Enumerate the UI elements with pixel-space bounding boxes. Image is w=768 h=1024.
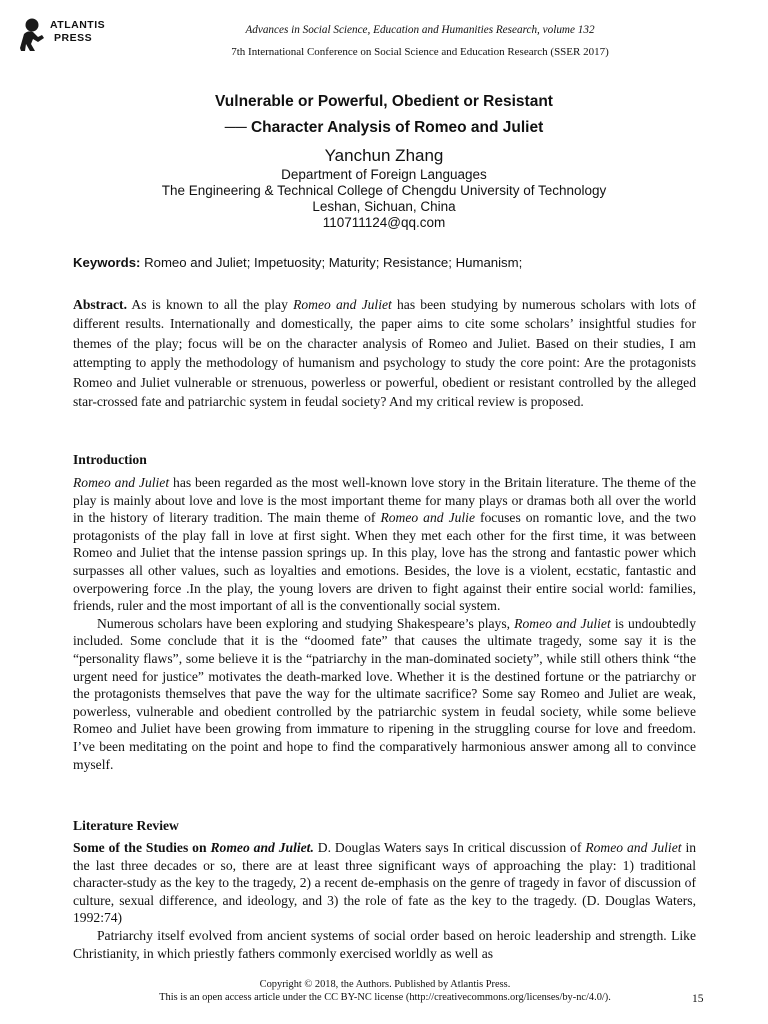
lit-subheading-title: Romeo and Juliet. — [210, 840, 314, 855]
intro-p2-play-title: Romeo and Juliet — [514, 615, 611, 631]
copyright-line: Copyright © 2018, the Authors. Published by Atlantis Press. — [259, 979, 511, 990]
introduction-section — [73, 474, 696, 773]
keywords-label: Keywords: — [73, 255, 141, 270]
abstract-text-a: As is known to all the play — [131, 297, 288, 312]
lit-text-b: in the last three decades or so, there are at least three significant ways of approaching the play: 1) traditional character-study as the key to the tragedy, 2) a recent de-emphasis on the genre of tragedy in favor of discussion of culture, sexual difference, and ideology, and 3) the role of fate as the key to the tragedy. (D. Douglas Waters, 1992:74) — [73, 840, 697, 926]
author-name: Yanchun Zhang — [324, 146, 444, 165]
publisher-name-line1: ATLANTIS — [50, 19, 106, 31]
author-location: Leshan, Sichuan, China — [312, 199, 456, 214]
publisher-name-line2: PRESS — [54, 32, 93, 44]
conference-header: 7th International Conference on Social Science and Education Research (SSER 2017) — [231, 46, 609, 58]
abstract — [73, 295, 696, 411]
intro-text-b: focuses on romantic love, and the two protagonists of the play fall in love at first sight. When they met each other for the first time, it was between Romeo and Juliet that the intense passion springs up. In this play, love has the strong and fantastic power which surpasses all other values, such as loyalties and emotions. Besides, the love is a violent, ecstatic, fantastic and overpowering force .In the play, the young lovers are driven to fight against their entire social world: families, friends, ruler and the most important of all is the conventionally social system. — [73, 510, 697, 614]
copyright-footer — [90, 979, 680, 1004]
author-institution: The Engineering & Technical College of Chengdu University of Technology — [161, 183, 607, 198]
page-number: 15 — [692, 993, 704, 1005]
license-line: This is an open access article under the CC BY-NC license (http://creativecommons.org/licenses/by-nc/4.0/). — [159, 991, 611, 1003]
intro-p2-text-a: Numerous scholars have been exploring and studying Shakespeare’s plays, — [97, 615, 511, 631]
author-email: 110711124@qq.com — [322, 215, 446, 230]
introduction-paragraph-2 — [73, 615, 696, 773]
intro-play-title-b: Romeo and Julie — [380, 510, 475, 526]
literature-paragraph-2: Patriarchy itself evolved from ancient systems of social order based on heroic leadership and strength. Like Christianity, in which priestly fathers commonly exercised worldly as well as — [73, 927, 696, 961]
intro-play-title-a: Romeo and Juliet — [73, 475, 170, 490]
paper-title-line1: Vulnerable or Powerful, Obedient or Resistant — [215, 93, 553, 110]
keywords-text: Romeo and Juliet; Impetuosity; Maturity; Resistance; Humanism; — [144, 255, 523, 270]
journal-header: Advances in Social Science, Education and Humanities Research, volume 132 — [245, 24, 595, 36]
literature-paragraph-1 — [73, 839, 696, 927]
intro-text-a: has been regarded as the most well-known love story in the Britain literature. The theme of the play is mainly about love and love is the most important theme for many plays or dramas both all over the world in the history of literary tradition. The main theme of — [73, 475, 696, 526]
literature-review-heading: Literature Review — [73, 818, 179, 833]
paper-title-line2: ── Character Analysis of Romeo and Juliet — [224, 119, 544, 136]
author-department: Department of Foreign Languages — [281, 167, 487, 182]
keywords — [73, 255, 697, 270]
lit-play-title: Romeo and Juliet — [585, 840, 682, 855]
lit-text-a: D. Douglas Waters says In critical discussion of — [317, 840, 582, 855]
lit-subheading: Some of the Studies on — [73, 840, 207, 855]
atlas-figure-icon — [16, 18, 48, 52]
publisher-logo — [16, 18, 126, 58]
abstract-play-title: Romeo and Juliet — [293, 297, 392, 312]
abstract-text-b: has been studying by numerous scholars with lots of different results. Internationally and domestically, the paper aims to cite some scholars’ insightful studies for themes of the play; focus will be on the character analysis of Romeo and Juliet. Based on their studies, I am attempting to apply the methodology of humanism and psychology to study the core point: Are the protagonists Romeo and Juliet vulnerable or strenuous, powerless or powerful, obedient or resistant controlled by the alleged star-crossed fate and patriarchic system in feudal society? And my critical review is proposed. — [73, 297, 696, 410]
author-block — [0, 145, 768, 231]
introduction-paragraph-1 — [73, 474, 696, 615]
introduction-heading: Introduction — [73, 452, 147, 467]
literature-review-section — [73, 839, 696, 962]
abstract-label: Abstract. — [73, 297, 127, 312]
intro-p2-text-b: is undoubtedly included. Some conclude that it is the “doomed fate” that causes the ultimate tragedy, some say it is the “personality flaws”, some believe it is the “patriarchy in the man-dominated society”, while still others think “the urgent need for justice” motivates the death-marked love. Whether it is the destined fortune or the patriarchy or the protagonists themselves that pave the way for the ultimate sacrifice? Some say Romeo and Juliet are weak, powerless, vulnerable and obedient controlled by the patriarchic system in feudal society, while some believe Romeo and Juliet have been growing from immature to ripening in the struggling course for love and freedom. I’ve been meditating on the point and hope to find the comparatively harmonious answer among all to convince myself. — [73, 615, 696, 772]
